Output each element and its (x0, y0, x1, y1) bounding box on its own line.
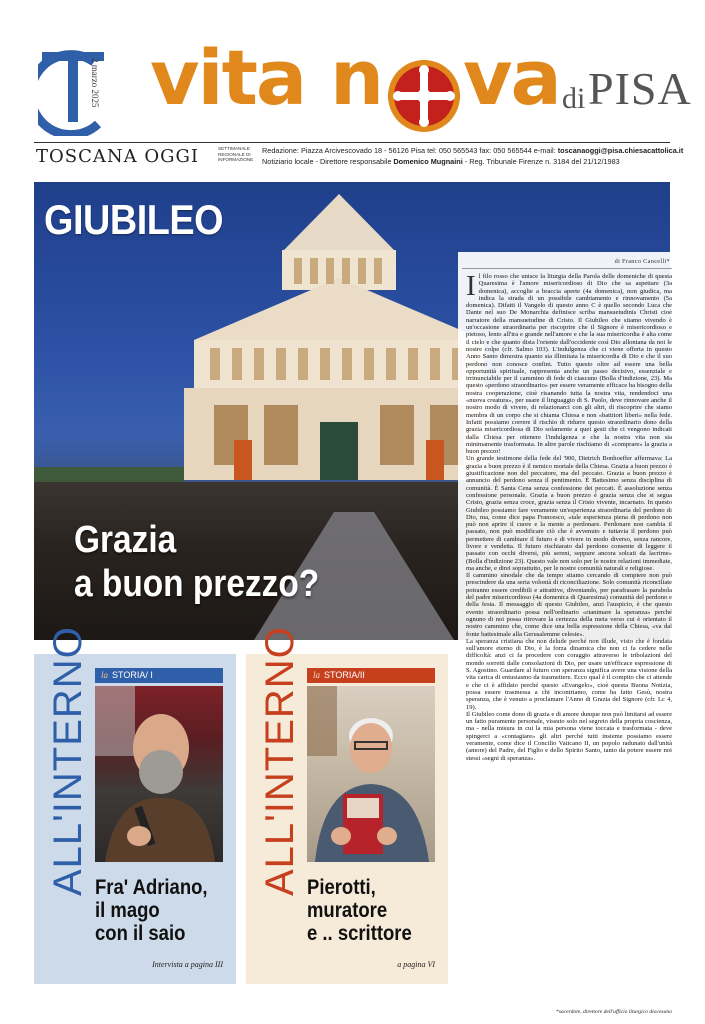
headline-left: Fra' Adriano, il mago con il saio (95, 876, 208, 945)
author-footnote: *sacerdote, direttore dell'ufficio liturgico diocesano (555, 1009, 672, 1015)
headline-right: Pierotti, muratore e .. scrittore (307, 876, 412, 945)
email-link[interactable]: toscanaoggi@pisa.chiesacattolica.it (557, 146, 684, 155)
author-portrait (307, 686, 435, 862)
title-vita: vita (150, 33, 306, 122)
paragraph-2: Un grande testimone della fede del '900, Dietrich Bonhoeffer affermava: La grazia a buon prezzo è il nemico mortale della Chiesa. Grazia a buon prezzo è giustificazione non del peccatore, ma del peccato. Grazia a buon prezzo è annuncio del perdono senza il pentimento. È Battesimo senza disciplina di comunità. È Santa Cena senza confessione dei peccati. È assoluzione senza confessione personale. Grazia a buon prezzo è grazia senza che si segua Cristo, grazia senza croce, grazia senza il Cristo vivente, incarnato. In questo Giubileo possiamo fare veramente un'esperienza straordinaria del perdono di Dio, ma, come dice papa Francesco, «tale esperienza piena di perdono non può non aprire il cuore e la mente a perdonare. Perdonare non cambia il passato, non può modificare ciò che è avvenuto e tuttavia il perdono può permettere di cambiare il futuro e di vivere in modo diverso, senza rancore, livore e vendetta. Il futuro rischiarato dal perdono consente di leggere il passato con occhi diversi, più sereni, seppure ancora solcati da lacrime» (Bolla d'indizione 23). Questo vale non solo per le nostre relazioni immediate, ma anche, e direi soprattutto, per le nostre comunità naturali e religiose. (466, 455, 672, 572)
byline-rule (462, 268, 672, 269)
settimanale-label: SETTIMANALE REGIONALE DI INFORMAZIONE (218, 146, 254, 163)
story-tag-left: la STORIA/ I (95, 668, 223, 683)
story-tag-right: la STORIA/II (307, 668, 435, 683)
title-di: di (562, 82, 586, 115)
masthead-rule (34, 142, 670, 143)
title-nova-tail: va (463, 33, 560, 122)
title-nova-head: n (330, 33, 383, 122)
tc-logo (38, 44, 128, 136)
inside-label-right: ALL'INTERNO (258, 626, 302, 896)
hero-subtitle: Grazia a buon prezzo? (74, 519, 320, 605)
publisher-name: TOSCANA OGGI (36, 146, 199, 167)
page-ref-right[interactable]: a pagina VI (397, 960, 435, 969)
paragraph-4: La speranza cristiana che non delude perché non illude, visto che è fondata sull'amore eterno di Dio, è la forza dinamica che non ci fa cedere nelle difficoltà: anzi ci fa procedere con coraggio attraverso le tribolazioni del mondo sorretti dalle consolazioni di Dio, per usare un'efficace espressione di S. Agostino. Guardare al futuro con speranza significa avere una visione della vita carica di entusiasmo da trasmettere. Ecco qual è il compito che ci attende e che ci è affidato perché questo «Evangelo», cioè questa Buona Notizia, possa essere trasmessa a chi incontriamo, come ha fatto Gesù, nostra speranza, che è venuto a proclamare l'Anno di Grazia del Signore (cfr. Lc 4, 19). (466, 637, 672, 711)
inside-label-left: ALL'INTERNO (46, 626, 90, 896)
pisan-cross-icon (386, 58, 462, 134)
title-city: PISA (588, 63, 692, 114)
paragraph-3: Il cammino sinodale che da tempo stiamo cercando di compiere non può prescindere da una seria volontà di riconciliazione. Solo comunità riconciliate potranno essere credibili e attrattive, diventando, per parafrasare la parabola del padre misericordioso (4a domenica di Quaresima) comunità del perdono e della festa. Il messaggio di questo Giubileo, anzi l'auspicio, è che questo evento straordinario possa nell'ordinario «rianimare la speranza» perché ognuno di noi possa ritrovare la certezza della meta verso cui è orientato il nostro cammino che, come dice una bella espressione della Chiesa, «va dal fonte battesimale alla Gerusalemme celeste». (466, 572, 672, 638)
page-ref-left[interactable]: Intervista a pagina III (152, 960, 223, 969)
photo-pierotti (307, 686, 435, 862)
article-body (466, 270, 672, 762)
hero-title: GIUBILEO (44, 196, 224, 243)
byline: di Franco Cancelli* (614, 258, 670, 265)
paragraph-5: Il Giubileo come dono di grazia e di amore dunque non può limitarsi ad essere un fatto puramente personale, vissuto solo nel segreto della propria coscienza, ma - nella misura in cui la mia persona viene toccata e trasformata - deve spingerci a «contagiare» gli altri perché tutti insieme possiamo essere veramente, come dice il Concilio Vaticano II, un popolo radunato dall'unità (amore) del Padre, del Figlio e dello Spirito Santo, tanto da potere essere noi stessi «segni di speranza». (466, 710, 672, 762)
masthead (0, 0, 705, 178)
drop-cap: I (466, 270, 476, 302)
issue-date: 2 marzo 2025 (90, 58, 100, 108)
redazione-info: Redazione: Piazza Arcivescovado 18 - 56126 Pisa tel: 050 565543 fax: 050 565544 e-mail: toscanaoggi@pisa.chiesacattolica.it Notiziario locale - Direttore responsabile Domenico Mugnaini - Reg. Tribunale Firenze n. 3184 del 21/12/1983 (262, 146, 684, 166)
friar-portrait (95, 686, 223, 862)
paragraph-1: Il filo rosso che unisce la liturgia della Parola delle domeniche di questa Quaresima è l'amore misericordioso di Dio che sa aspettare (3a domenica), accoglie a braccia aperte (4a domenica), non giudica, ma indica la strada di un possibile cambiamento e rinnovamento (5a domenica). Difatti il Vangelo di questo anno C è quello secondo Luca che Dante nel suo De Monarchia definisce scriba mansuetudinis Christi cioè narratore della mansuetudine di Cristo. Il Giubileo che stiamo vivendo è un'occasione straordinaria per riscoprire che il Signore è misericordioso e pietoso, lento all'ira e grande nell'amore e che la sua misericordia è alta come il cielo e che quanto dista l'oriente dall'occidente così Dio allontana da noi le nostre colpe (cfr. Salmo 103). L'indulgenza che ci viene offerta in questo Anno Santo dimostra quanto sia illimitata la misericordia di Dio e che il suo perdono non conosce confini. Tutto questo oltre ad essere una bella opportunità spirituale, rappresenta anche un passo decisivo, essenziale e irrinunciabile per il cammino di fede di ciascuno (Bolla d'indizione, 23). Ma questo «perdono straordinario» per essere veramente efficace ha bisogno della nostra cooperazione, cioè risanando tutta la nostra vita, rendendoci una «nuova creatura», per usare il linguaggio di S. Paolo, deve rinnovare anche il nostro modo di vivere, di relazionarci con gli altri, di riscoprire che siamo membra di un corpo che si chiama Chiesa e non «battitori liberi» nella fede. Infatti possiamo correre il rischio di ridurre questo straordinario dono della grazia misericordiosa di Dio solamente a quei gesti che ci vengono indicati dalla Chiesa per ottenere l'indulgenza e che la nostra vita non sia minimamente trasformata. In altre parole rischiamo di «comprare» la grazia a buon prezzo! (466, 270, 672, 456)
cathedral-illustration (174, 190, 504, 480)
photo-fra-adriano (95, 686, 223, 862)
